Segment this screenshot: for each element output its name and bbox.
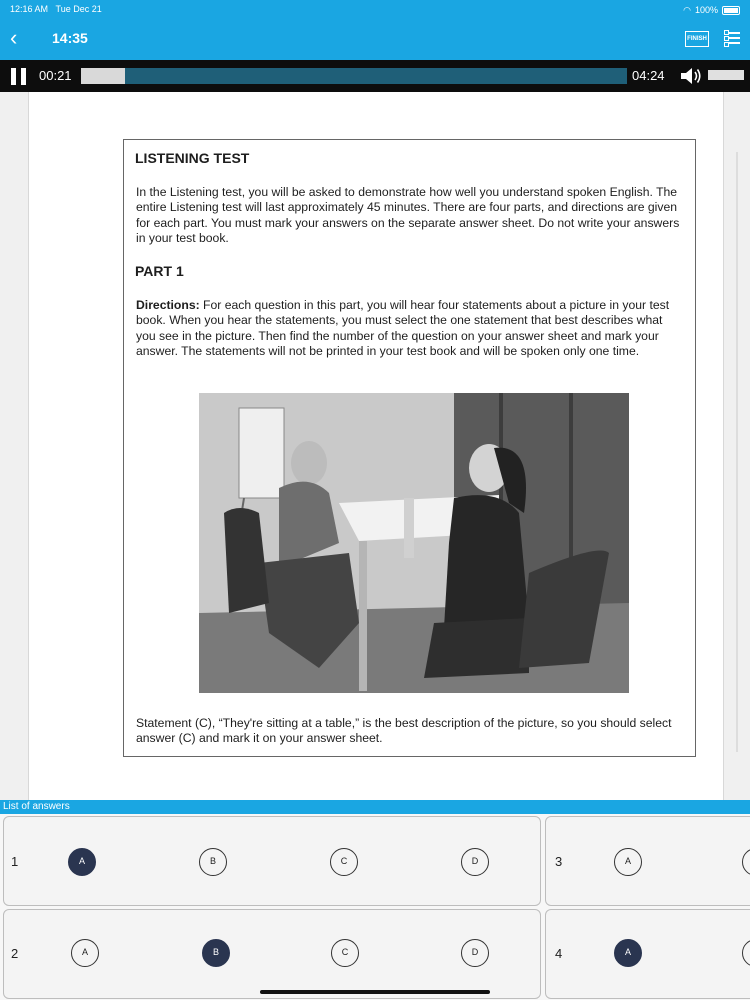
total-time: 04:24 [632,68,665,83]
audio-progress-fill [81,68,125,84]
battery-icon [722,6,740,15]
wifi-icon: ◠ [683,4,691,15]
question-list-icon[interactable] [724,29,740,47]
finish-button[interactable]: FINISH [685,31,709,47]
test-document [0,92,750,800]
option-c[interactable]: C [330,848,358,876]
answer-card-3 [545,816,750,906]
option-a[interactable]: A [614,848,642,876]
option-a[interactable]: A [71,939,99,967]
question-number: 3 [555,854,563,869]
option-d[interactable]: D [461,848,489,876]
status-time: 12:16 AM Tue Dec 21 [10,4,102,14]
answers-header: List of answers [0,800,750,814]
battery-percent: 100% [694,5,718,15]
home-indicator [260,990,490,994]
photo-two-women-at-table [199,393,629,693]
part-heading: PART 1 [135,263,184,279]
instructions-box [123,139,696,757]
top-bar [0,0,750,60]
test-timer: 14:35 [52,30,88,46]
audio-player [0,60,750,92]
pause-icon[interactable] [11,68,27,85]
current-time: 00:21 [39,68,72,83]
example-statement: Statement (C), “They're sitting at a table,” is the best description of the picture, so you should select answer (C) and mark it on your answer sheet. [136,716,672,746]
test-page [28,92,724,800]
option-b[interactable]: B [199,848,227,876]
volume-slider[interactable] [708,70,744,80]
answer-list [0,814,750,1000]
question-number: 4 [555,946,563,961]
directions-text: Directions: For each question in this part, you will hear four statements about a picture in your test book. When you hear the statements, you must select the one statement that best describes what you see in the picture. Then find the number of the question on your answer sheet and mark your answer. The statements will not be printed in your test book and will be spoken only one time. [136,298,670,358]
question-number: 1 [11,854,19,869]
back-chevron-icon[interactable]: ‹ [10,25,18,50]
status-bar [10,4,740,16]
speaker-icon[interactable] [679,66,703,86]
option-d[interactable]: D [461,939,489,967]
option-b[interactable]: B [202,939,230,967]
option-c[interactable]: C [331,939,359,967]
document-title: LISTENING TEST [135,150,250,166]
intro-text: In the Listening test, you will be asked to demonstrate how well you understand spoken English. The entire Listening test will last approximately 45 minutes. There are four parts, and directions are given for each part. You must mark your answers on the separate answer sheet. Do not write your answers in your test book. [136,185,680,245]
page-edge [736,152,738,752]
audio-progress-bar[interactable] [81,68,627,84]
option-a[interactable]: A [68,848,96,876]
question-number: 2 [11,946,19,961]
option-a[interactable]: A [614,939,642,967]
answer-card-4 [545,909,750,999]
